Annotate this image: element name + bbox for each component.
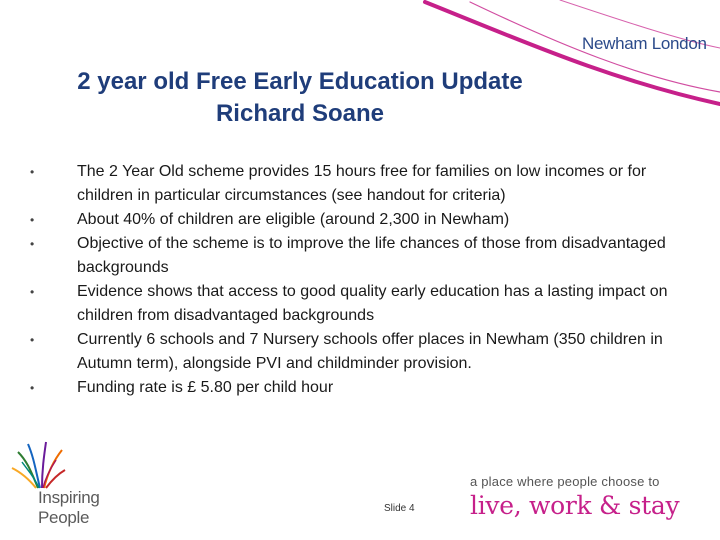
title-line-1: 2 year old Free Early Education Update <box>77 68 523 95</box>
bullet-text: About 40% of children are eligible (around 2,300 in Newham) <box>77 211 510 228</box>
slide-number: Slide 4 <box>384 503 415 514</box>
inspiring-people-logo <box>8 440 118 530</box>
bullet-text: Evidence shows that access to good quality early education has a lasting impact on children from disadvantaged backgrounds <box>77 283 668 324</box>
tagline-big: live, work & stay <box>470 491 680 520</box>
slide-title <box>20 66 580 130</box>
bullet-dot: • <box>30 381 35 395</box>
bullet-list <box>30 160 670 400</box>
bullet-item <box>30 376 670 400</box>
bullet-dot: • <box>30 165 35 179</box>
bullet-text: Objective of the scheme is to improve the life chances of those from disadvantaged backgrounds <box>77 235 666 276</box>
logo-line-2: People <box>38 508 90 527</box>
tagline-small: a place where people choose to <box>470 474 660 489</box>
bullet-text: The 2 Year Old scheme provides 15 hours free for families on low incomes or for children in particular circumstances (see handout for criteria) <box>77 163 647 204</box>
brand-text: Newham London <box>582 34 707 53</box>
inspiring-people-wordmark <box>38 488 100 528</box>
bullet-dot: • <box>30 237 35 251</box>
bullet-item <box>30 328 670 376</box>
inspiring-people-swirl-icon <box>10 440 66 490</box>
title-line-2: Richard Soane <box>215 100 385 127</box>
bullet-text: Funding rate is £ 5.80 per child hour <box>77 379 334 396</box>
bullet-item <box>30 160 670 208</box>
tagline <box>470 474 710 520</box>
logo-line-1: Inspiring <box>38 488 100 507</box>
bullet-dot: • <box>30 213 35 227</box>
bullet-dot: • <box>30 285 35 299</box>
bullet-dot: • <box>30 333 35 347</box>
bullet-text: Currently 6 schools and 7 Nursery schools offer places in Newham (350 children in Autumn term), alongside PVI and childminder provision. <box>77 331 663 372</box>
bullet-item <box>30 280 670 328</box>
newham-london-logo <box>582 34 707 54</box>
bullet-item <box>30 208 670 232</box>
bullet-item <box>30 232 670 280</box>
